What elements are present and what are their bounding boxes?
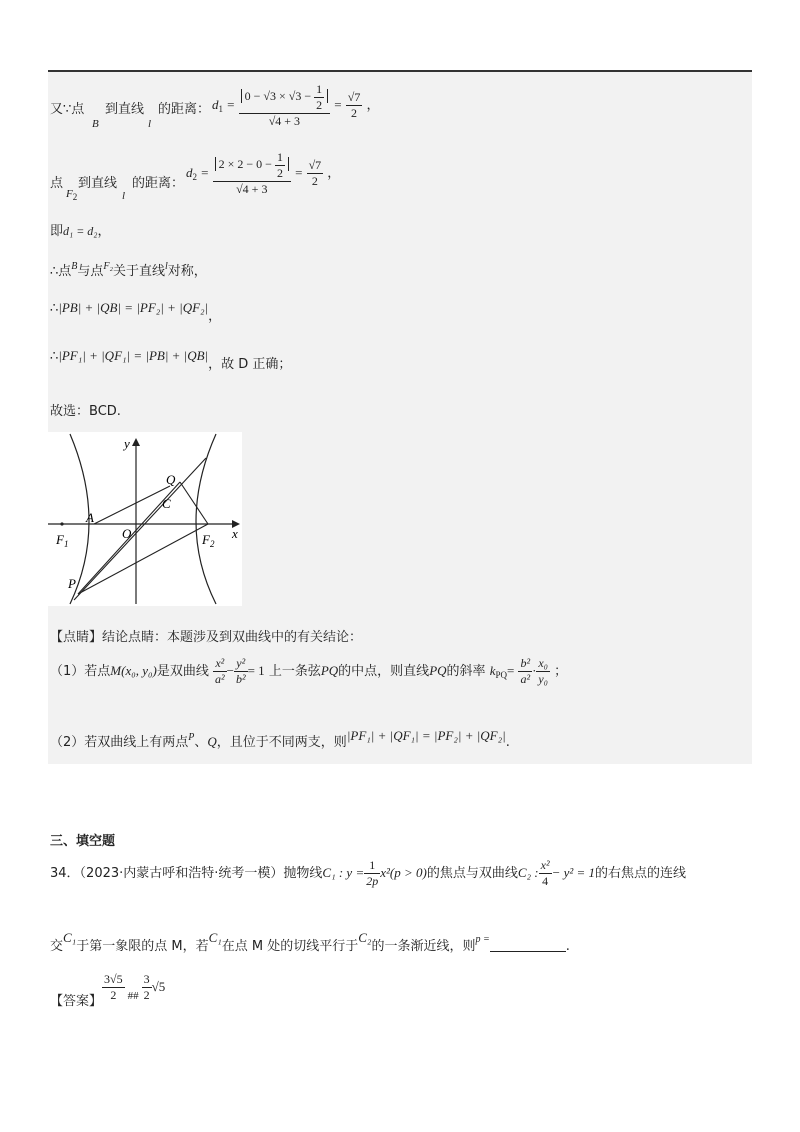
solution-line-1 — [50, 98, 84, 117]
numerator — [239, 82, 330, 114]
fraction — [346, 90, 363, 121]
punct: . — [565, 939, 570, 954]
denominator: a² — [520, 672, 531, 686]
sqrt5: √5 — [151, 979, 166, 994]
sub: 2 — [209, 539, 215, 549]
text: 的中点，则直线 — [338, 664, 430, 679]
sub: 1 — [218, 104, 223, 114]
numerator: x₀ — [538, 656, 548, 670]
text: （1）若点 — [50, 664, 111, 679]
text: 于第一象限的点 M，若 — [76, 939, 209, 954]
text: 是双曲线 — [156, 664, 209, 679]
denominator: 2 — [316, 98, 323, 112]
point-p: P — [188, 732, 195, 743]
denominator: 2p — [366, 874, 379, 888]
d1-symbol: d — [212, 97, 219, 112]
answer-blank — [490, 939, 566, 952]
text: 、 — [194, 735, 208, 750]
fraction — [239, 82, 330, 129]
numerator: 3 — [143, 972, 150, 986]
f: F — [56, 532, 64, 547]
hyperbola-c2-tail: − y² = 1 — [551, 865, 596, 880]
num-text: 0 − √3 × √3 − — [244, 89, 312, 104]
question-34-line-2 — [50, 930, 570, 954]
text: 点 — [50, 176, 64, 191]
comment-item-1 — [50, 656, 567, 687]
fraction — [142, 972, 152, 1003]
text: 的距离： — [132, 176, 185, 191]
solution-line-6 — [50, 348, 291, 372]
line-l-label: l — [148, 118, 152, 130]
text: 即 — [50, 224, 64, 239]
line-l-label: l — [122, 190, 126, 202]
point-b-label: B — [92, 118, 99, 130]
punct: ； — [554, 664, 568, 679]
equals: = — [295, 165, 303, 180]
punct: ， — [327, 166, 341, 181]
sub: 1 — [63, 539, 69, 549]
fraction — [213, 150, 291, 197]
hyperbola-figure — [48, 432, 242, 606]
p-symbol: p = — [475, 934, 490, 945]
fraction — [234, 656, 248, 687]
text: ，故 D 正确； — [208, 357, 292, 372]
point-m: M(x₀, y₀) — [110, 663, 157, 678]
dot: · — [532, 663, 537, 678]
denominator: 2 — [311, 174, 318, 188]
denominator: 4 — [542, 874, 549, 888]
text: 上一条弦 — [268, 664, 321, 679]
denominator: 2 — [276, 166, 283, 180]
numerator: √7 — [347, 90, 361, 104]
label-y: y — [124, 436, 130, 451]
label-a: A — [86, 510, 94, 525]
solution-line-4 — [50, 260, 207, 279]
sub: 2 — [72, 192, 78, 202]
comment-item-2 — [50, 728, 510, 750]
text: 对称， — [167, 264, 207, 279]
expr: d₁ = d₂ — [63, 224, 98, 238]
fraction — [539, 858, 552, 889]
text: （2）若双曲线上有两点 — [50, 735, 189, 750]
text: 在点 M 处的切线平行于 — [221, 939, 359, 954]
d2-symbol: d — [186, 165, 193, 180]
abs-value — [241, 82, 328, 112]
punct: ， — [97, 224, 111, 239]
text: 的一条渐近线，则 — [371, 939, 476, 954]
expr: |PF₁| + |QF₁| = |PB| + |QB| — [58, 348, 209, 363]
fraction — [314, 82, 324, 113]
comment-title: 【点睛】结论点睛：本题涉及到双曲线中的有关结论： — [50, 630, 363, 645]
text: 交 — [50, 939, 64, 954]
equals: = — [201, 165, 209, 180]
numerator: x² — [213, 656, 227, 672]
fraction — [518, 656, 532, 687]
numerator: y² — [234, 656, 248, 672]
minus: − — [226, 663, 234, 678]
punct: . — [505, 735, 510, 750]
equals-one: = 1 — [247, 663, 265, 678]
text: 34．（2023·内蒙古呼和浩特·统考一模）抛物线 — [50, 866, 323, 881]
equals: = — [506, 663, 515, 678]
c1: C₁ — [208, 930, 222, 945]
question-34-line-1 — [50, 858, 686, 889]
c1: C₁ — [63, 930, 77, 945]
answer-label: 【答案】 — [50, 994, 103, 1009]
punct: ， — [366, 98, 380, 113]
f: F — [66, 188, 73, 200]
line-pq: PQ — [429, 663, 447, 678]
expr: |PB| + |QB| = |PF₂| + |QF₂| — [58, 300, 209, 315]
denominator: √4 + 3 — [268, 114, 301, 128]
label-p: P — [68, 576, 76, 591]
fraction — [307, 158, 324, 189]
text: ，且位于不同两支，则 — [216, 735, 347, 750]
text: 关于直线 — [113, 264, 166, 279]
c2: C₂ — [358, 930, 372, 945]
fraction — [275, 150, 285, 181]
numerator: 1 — [316, 82, 323, 96]
abs-value — [215, 150, 289, 180]
parabola-c1: C₁ : y = — [322, 865, 365, 880]
f: F — [202, 532, 210, 547]
numerator: x² — [540, 858, 550, 872]
point-f2-label — [66, 188, 77, 202]
expr: |PF₁| + |QF₁| = |PF₂| + |QF₂| — [346, 728, 506, 743]
hyperbola-c2: C₂ : — [517, 865, 539, 880]
text: 到直线 — [78, 176, 118, 191]
sub: 2 — [192, 172, 197, 182]
k-symbol: k — [489, 663, 496, 678]
label-c: C — [162, 496, 171, 511]
num-text: 2 × 2 − 0 − — [218, 157, 272, 172]
parabola-c1-tail: x²(p > 0) — [380, 865, 427, 880]
point-q: Q — [207, 734, 217, 749]
numerator: b² — [520, 656, 531, 670]
text: ∴ — [50, 301, 59, 316]
text: ∴点 — [50, 264, 72, 279]
text: 与点 — [77, 264, 104, 279]
chord-pq: PQ — [320, 663, 339, 678]
denominator: 2 — [143, 988, 150, 1002]
line-l: l — [165, 261, 168, 272]
figure-background — [48, 432, 242, 606]
answer-choice: 故选：BCD. — [50, 404, 121, 419]
fraction — [536, 656, 550, 687]
point-b: B — [71, 261, 78, 272]
text: 又∵点 — [50, 102, 85, 117]
distance-formula-1 — [212, 82, 379, 129]
numerator: 3√5 — [104, 972, 123, 986]
denominator: √4 + 3 — [236, 182, 268, 196]
solution-line-3 — [50, 220, 110, 239]
punct: ， — [208, 309, 222, 324]
numerator: √7 — [308, 158, 322, 172]
section-heading: 三、填空题 — [50, 834, 116, 849]
denominator: y₀ — [538, 672, 548, 686]
label-o: O — [122, 526, 132, 541]
separator: ## — [127, 990, 139, 1002]
equals: = — [227, 97, 235, 112]
denominator: 2 — [351, 106, 358, 120]
label-x: x — [232, 526, 238, 541]
denominator: 2 — [110, 988, 117, 1002]
fraction — [364, 858, 380, 889]
text: ∴ — [50, 349, 59, 364]
answer-line — [50, 972, 165, 1009]
text: 的距离： — [158, 102, 211, 117]
numerator: 1 — [276, 150, 283, 164]
denominator: a² — [215, 672, 225, 686]
label-q: Q — [166, 472, 176, 487]
text: 的右焦点的连线 — [595, 866, 687, 881]
text: 的焦点与双曲线 — [426, 866, 518, 881]
numerator — [213, 150, 291, 182]
distance-formula-2 — [186, 150, 340, 197]
sub: PQ — [495, 670, 507, 680]
point-f1 — [60, 522, 63, 525]
fraction — [213, 656, 227, 687]
denominator: b² — [235, 672, 246, 686]
point-f2: F₂ — [103, 261, 113, 272]
numerator: 1 — [364, 858, 380, 874]
text: 到直线 — [105, 102, 145, 117]
solution-line-5 — [50, 300, 221, 324]
fraction — [102, 972, 125, 1003]
text: 的斜率 — [446, 664, 486, 679]
equals: = — [334, 97, 342, 112]
